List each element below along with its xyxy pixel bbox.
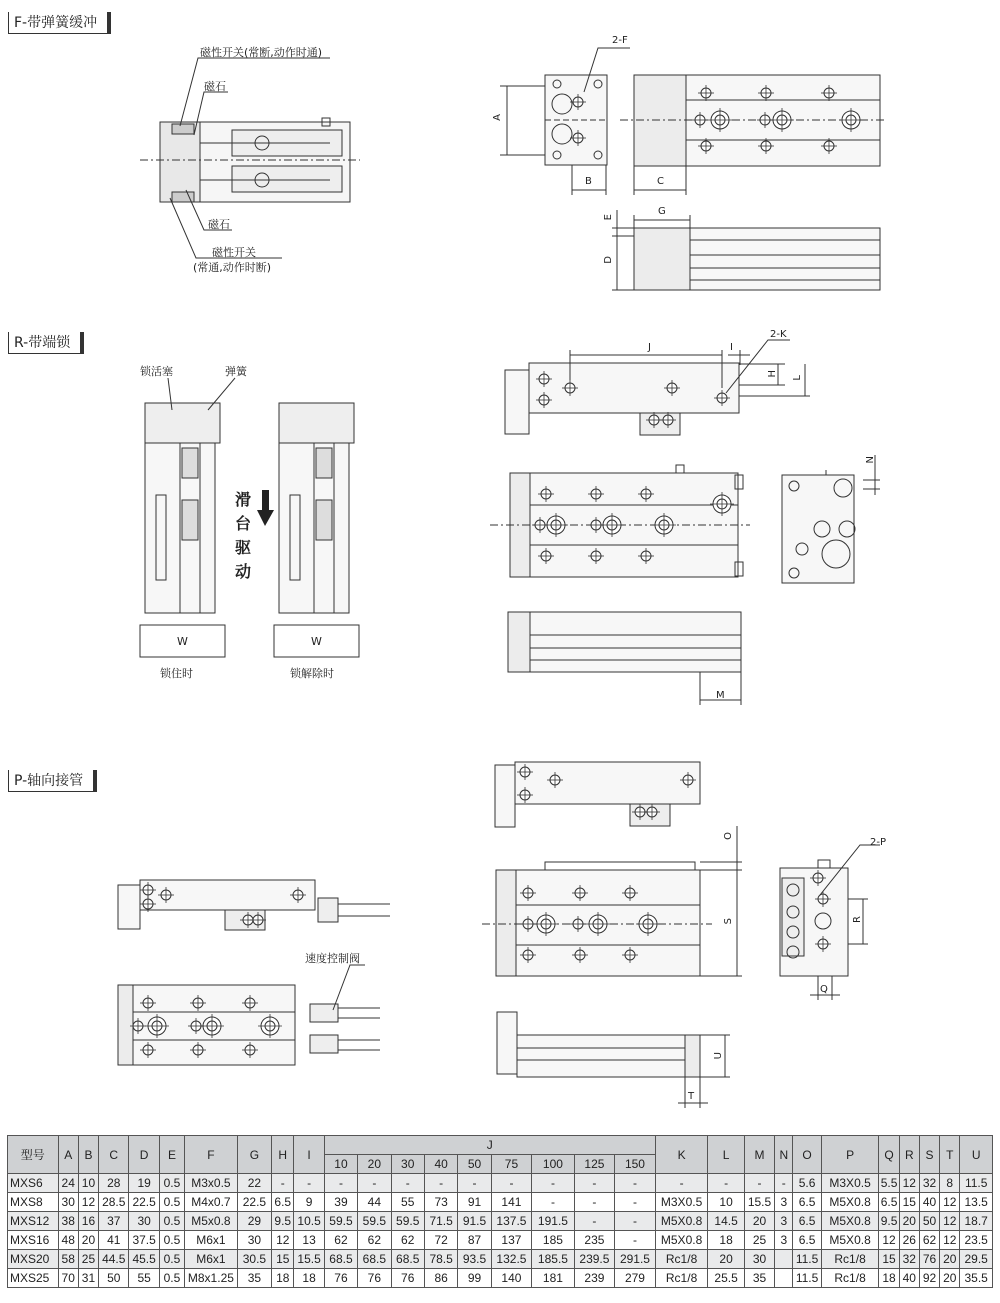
table-cell: M6x1	[185, 1250, 238, 1269]
table-cell: 99	[458, 1269, 491, 1288]
label-lock-piston: 锁活塞	[140, 365, 173, 378]
table-cell: M3X0.5	[655, 1193, 708, 1212]
label-drive-3: 驱	[234, 538, 251, 557]
table-cell: 55	[129, 1269, 159, 1288]
table-cell: 18	[879, 1269, 899, 1288]
table-cell: 185	[532, 1231, 575, 1250]
table-cell: 12	[940, 1231, 960, 1250]
model-cell: MXS8	[8, 1193, 59, 1212]
label-w-locked: W	[177, 635, 188, 648]
table-cell: 44	[358, 1193, 391, 1212]
table-cell: 50	[99, 1269, 129, 1288]
model-cell: MXS20	[8, 1250, 59, 1269]
r-unlocked-diagram	[274, 403, 359, 657]
table-header-j-cell: 100	[532, 1155, 575, 1174]
p-bottom-view	[497, 1012, 730, 1108]
model-cell: MXS16	[8, 1231, 59, 1250]
table-cell: 59.5	[324, 1212, 357, 1231]
table-cell: 25	[744, 1231, 774, 1250]
section-title-f: F-带弹簧缓冲	[8, 12, 111, 34]
table-cell: 41	[99, 1231, 129, 1250]
table-cell: 18	[272, 1269, 294, 1288]
label-magnet-bottom: 磁石	[208, 218, 230, 231]
table-cell	[775, 1250, 793, 1269]
table-row	[8, 1269, 993, 1288]
table-header-j-cell: 150	[615, 1155, 656, 1174]
label-magnet-top: 磁石	[204, 80, 226, 93]
table-cell: -	[532, 1193, 575, 1212]
table-cell: 137	[491, 1231, 531, 1250]
r-end-view	[782, 455, 880, 583]
table-cell: 40	[919, 1193, 939, 1212]
table-cell: M6x1	[185, 1231, 238, 1250]
table-cell: -	[574, 1174, 614, 1193]
table-cell: M5x0.8	[185, 1212, 238, 1231]
table-row	[8, 1193, 993, 1212]
table-cell: 35	[744, 1269, 774, 1288]
table-cell: -	[615, 1212, 656, 1231]
dim-2k: 2-K	[770, 329, 787, 340]
table-cell: 91.5	[458, 1212, 491, 1231]
table-cell: 18	[708, 1231, 744, 1250]
table-cell: 30	[744, 1250, 774, 1269]
table-header-cell: T	[940, 1136, 960, 1174]
table-cell: 18.7	[960, 1212, 993, 1231]
table-cell: 62	[391, 1231, 424, 1250]
table-cell: 25	[78, 1250, 98, 1269]
table-cell: -	[775, 1174, 793, 1193]
table-header-cell: E	[159, 1136, 184, 1174]
table-cell: Rc1/8	[655, 1250, 708, 1269]
label-unlocked: 锁解除时	[290, 667, 334, 680]
label-drive-4: 动	[234, 562, 251, 581]
table-cell: 20	[744, 1212, 774, 1231]
table-cell: -	[615, 1231, 656, 1250]
table-cell: -	[491, 1174, 531, 1193]
table-header-cell: J	[324, 1136, 655, 1155]
table-cell: 62	[324, 1231, 357, 1250]
table-cell: 22.5	[129, 1193, 159, 1212]
table-header-cell: B	[78, 1136, 98, 1174]
table-cell: 31	[78, 1269, 98, 1288]
table-cell: 9	[294, 1193, 324, 1212]
table-header-cell: S	[919, 1136, 939, 1174]
table-cell: 12	[899, 1174, 919, 1193]
table-header-cell: A	[58, 1136, 78, 1174]
table-cell: -	[272, 1174, 294, 1193]
table-cell: 15	[272, 1250, 294, 1269]
table-cell: 15.5	[744, 1193, 774, 1212]
f-side-view	[612, 210, 880, 290]
table-header-cell: I	[294, 1136, 324, 1174]
table-cell: M8x1.25	[185, 1269, 238, 1288]
table-cell: 10.5	[294, 1212, 324, 1231]
table-header-row	[8, 1136, 993, 1155]
r-side-view	[505, 340, 810, 435]
table-cell: 16	[78, 1212, 98, 1231]
dim-d: D	[603, 256, 614, 264]
table-cell: 91	[458, 1193, 491, 1212]
table-cell: 32	[899, 1250, 919, 1269]
table-cell: 48	[58, 1231, 78, 1250]
dim-o: O	[723, 832, 734, 840]
table-header-cell: R	[899, 1136, 919, 1174]
label-switch-bottom: 磁性开关	[212, 246, 256, 259]
table-cell: 68.5	[324, 1250, 357, 1269]
table-header-cell: F	[185, 1136, 238, 1174]
table-cell: 12	[272, 1231, 294, 1250]
table-row	[8, 1231, 993, 1250]
table-cell: 58	[58, 1250, 78, 1269]
table-cell: 14.5	[708, 1212, 744, 1231]
table-cell: -	[615, 1193, 656, 1212]
table-cell: 72	[424, 1231, 457, 1250]
table-cell: 38	[58, 1212, 78, 1231]
label-locked: 锁住时	[160, 667, 193, 680]
table-cell: 30	[129, 1212, 159, 1231]
table-header-cell: L	[708, 1136, 744, 1174]
dim-l: L	[792, 375, 803, 381]
table-cell: 6.5	[793, 1193, 821, 1212]
table-cell: 68.5	[358, 1250, 391, 1269]
table-cell: -	[708, 1174, 744, 1193]
dim-2p: 2-P	[870, 837, 887, 848]
dim-u: U	[713, 1052, 724, 1060]
table-header-j-cell: 10	[324, 1155, 357, 1174]
table-cell: 76	[324, 1269, 357, 1288]
table-row	[8, 1250, 993, 1269]
table-cell: 5.6	[793, 1174, 821, 1193]
dim-c: C	[657, 176, 664, 187]
section-title-r: R-带端锁	[8, 332, 84, 354]
dim-r: R	[852, 916, 863, 923]
table-row	[8, 1174, 993, 1193]
table-header-j-cell: 50	[458, 1155, 491, 1174]
table-cell: 78.5	[424, 1250, 457, 1269]
table-cell: M3X0.5	[821, 1174, 879, 1193]
table-cell: -	[655, 1174, 708, 1193]
table-cell: 11.5	[960, 1174, 993, 1193]
table-row	[8, 1212, 993, 1231]
table-cell: M5X0.8	[821, 1212, 879, 1231]
table-cell: 10	[708, 1193, 744, 1212]
dim-h: H	[767, 370, 778, 378]
label-w-unlocked: W	[311, 635, 322, 648]
table-cell: 71.5	[424, 1212, 457, 1231]
table-cell: 191.5	[532, 1212, 575, 1231]
table-cell: 22	[237, 1174, 271, 1193]
table-header-j-cell: 30	[391, 1155, 424, 1174]
table-cell: 35	[237, 1269, 271, 1288]
table-cell: 0.5	[159, 1269, 184, 1288]
table-cell: -	[324, 1174, 357, 1193]
table-cell: 76	[358, 1269, 391, 1288]
table-cell: 12	[940, 1193, 960, 1212]
label-spring: 弹簧	[225, 365, 247, 378]
table-cell: 6.5	[793, 1231, 821, 1250]
table-cell: 0.5	[159, 1231, 184, 1250]
table-header-j-cell: 20	[358, 1155, 391, 1174]
table-cell: 15.5	[294, 1250, 324, 1269]
table-cell: 15	[879, 1250, 899, 1269]
table-cell: 39	[324, 1193, 357, 1212]
table-cell: 22.5	[237, 1193, 271, 1212]
f-front-view	[500, 48, 630, 195]
table-cell: 45.5	[129, 1250, 159, 1269]
table-cell: M5X0.8	[821, 1231, 879, 1250]
table-cell: 73	[424, 1193, 457, 1212]
table-cell: M5X0.8	[655, 1212, 708, 1231]
table-cell: M4x0.7	[185, 1193, 238, 1212]
table-cell: -	[294, 1174, 324, 1193]
table-cell: Rc1/8	[821, 1250, 879, 1269]
table-cell: 6.5	[879, 1193, 899, 1212]
table-cell: 68.5	[391, 1250, 424, 1269]
drive-arrow	[257, 490, 274, 526]
dim-e: E	[603, 214, 614, 221]
table-header-cell: N	[775, 1136, 793, 1174]
table-cell: 70	[58, 1269, 78, 1288]
table-cell: 28	[99, 1174, 129, 1193]
dim-a: A	[492, 114, 503, 121]
table-header-j-cell: 75	[491, 1155, 531, 1174]
table-cell: 20	[78, 1231, 98, 1250]
table-cell: 37.5	[129, 1231, 159, 1250]
table-cell: 13.5	[960, 1193, 993, 1212]
table-cell: M3x0.5	[185, 1174, 238, 1193]
dim-q: Q	[820, 984, 828, 995]
table-cell: 20	[899, 1212, 919, 1231]
table-header-cell: D	[129, 1136, 159, 1174]
f-cross-section	[140, 118, 360, 202]
r-bottom-view	[508, 612, 741, 705]
table-cell: -	[458, 1174, 491, 1193]
table-cell: -	[744, 1174, 774, 1193]
table-cell: 235	[574, 1231, 614, 1250]
table-cell: Rc1/8	[821, 1269, 879, 1288]
dim-n: N	[865, 456, 876, 464]
table-cell: 5.5	[879, 1174, 899, 1193]
table-cell: 3	[775, 1231, 793, 1250]
label-drive-1: 滑	[234, 490, 251, 509]
table-cell: 76	[919, 1250, 939, 1269]
table-cell: -	[574, 1193, 614, 1212]
table-cell: -	[574, 1212, 614, 1231]
table-cell: 20	[708, 1250, 744, 1269]
table-cell: 30	[58, 1193, 78, 1212]
table-cell: Rc1/8	[655, 1269, 708, 1288]
table-cell: 29.5	[960, 1250, 993, 1269]
table-cell: 140	[491, 1269, 531, 1288]
p-top-view-right	[482, 826, 742, 976]
table-cell: 0.5	[159, 1212, 184, 1231]
table-cell: 23.5	[960, 1231, 993, 1250]
table-cell: 19	[129, 1174, 159, 1193]
dim-g: G	[658, 206, 666, 217]
table-header-cell: G	[237, 1136, 271, 1174]
table-cell: 0.5	[159, 1193, 184, 1212]
dim-s: S	[723, 918, 734, 925]
table-cell: 15	[899, 1193, 919, 1212]
table-cell: 29	[237, 1212, 271, 1231]
model-cell: MXS6	[8, 1174, 59, 1193]
table-cell: 9.5	[879, 1212, 899, 1231]
table-header-cell: Q	[879, 1136, 899, 1174]
spec-table	[7, 1135, 993, 1288]
table-header-cell: K	[655, 1136, 708, 1174]
table-cell: 20	[940, 1269, 960, 1288]
table-cell: 55	[391, 1193, 424, 1212]
table-cell: 24	[58, 1174, 78, 1193]
table-cell: 279	[615, 1269, 656, 1288]
table-cell: 12	[78, 1193, 98, 1212]
table-body	[8, 1174, 993, 1288]
table-cell: 20	[940, 1250, 960, 1269]
table-cell: 6.5	[793, 1212, 821, 1231]
table-cell: 59.5	[391, 1212, 424, 1231]
table-header-cell: 型号	[8, 1136, 59, 1174]
table-cell: 141	[491, 1193, 531, 1212]
p-end-view	[780, 845, 880, 1000]
p-side-view	[118, 880, 390, 930]
table-cell: 76	[391, 1269, 424, 1288]
table-cell: 10	[78, 1174, 98, 1193]
dim-m: M	[716, 690, 725, 701]
table-cell: 13	[294, 1231, 324, 1250]
table-cell: -	[424, 1174, 457, 1193]
table-cell: -	[532, 1174, 575, 1193]
p-side-view-right	[495, 762, 700, 827]
table-cell: 50	[919, 1212, 939, 1231]
dim-b: B	[585, 176, 592, 187]
table-header-cell: M	[744, 1136, 774, 1174]
table-cell: 62	[919, 1231, 939, 1250]
table-cell: 132.5	[491, 1250, 531, 1269]
table-cell: M5X0.8	[821, 1193, 879, 1212]
table-cell: 291.5	[615, 1250, 656, 1269]
table-header-cell: O	[793, 1136, 821, 1174]
table-cell: 11.5	[793, 1250, 821, 1269]
table-cell: 11.5	[793, 1269, 821, 1288]
table-cell: 30.5	[237, 1250, 271, 1269]
table-cell: 86	[424, 1269, 457, 1288]
table-cell: 62	[358, 1231, 391, 1250]
table-cell: M5X0.8	[655, 1231, 708, 1250]
dim-i: I	[730, 342, 733, 353]
table-cell: 25.5	[708, 1269, 744, 1288]
model-cell: MXS25	[8, 1269, 59, 1288]
table-header-j-cell: 125	[574, 1155, 614, 1174]
table-cell: 6.5	[272, 1193, 294, 1212]
table-cell	[775, 1269, 793, 1288]
table-cell: 12	[879, 1231, 899, 1250]
table-cell: 32	[919, 1174, 939, 1193]
table-cell: 137.5	[491, 1212, 531, 1231]
table-cell: 239	[574, 1269, 614, 1288]
table-cell: 30	[237, 1231, 271, 1250]
dim-t: T	[688, 1091, 695, 1102]
label-speed-valve: 速度控制阀	[305, 952, 360, 965]
table-cell: 59.5	[358, 1212, 391, 1231]
table-cell: 185.5	[532, 1250, 575, 1269]
table-cell: -	[391, 1174, 424, 1193]
table-cell: 8	[940, 1174, 960, 1193]
table-cell: 3	[775, 1212, 793, 1231]
table-header-cell: C	[99, 1136, 129, 1174]
table-cell: 239.5	[574, 1250, 614, 1269]
table-header-cell: H	[272, 1136, 294, 1174]
table-cell: 9.5	[272, 1212, 294, 1231]
table-cell: 181	[532, 1269, 575, 1288]
model-cell: MXS12	[8, 1212, 59, 1231]
table-header-cell: P	[821, 1136, 879, 1174]
table-cell: 35.5	[960, 1269, 993, 1288]
table-cell: -	[358, 1174, 391, 1193]
label-drive-2: 台	[234, 514, 251, 533]
p-top-left-view	[118, 965, 380, 1065]
table-cell: 28.5	[99, 1193, 129, 1212]
dim-2f: 2-F	[612, 35, 628, 46]
label-switch-bottom-note: (常通,动作时断)	[193, 261, 272, 274]
table-header-cell: U	[960, 1136, 993, 1174]
table-cell: 87	[458, 1231, 491, 1250]
table-cell: 44.5	[99, 1250, 129, 1269]
section-title-p: P-轴向接管	[8, 770, 97, 792]
table-cell: 40	[899, 1269, 919, 1288]
label-switch-top: 磁性开关(常断,动作时通)	[200, 46, 323, 59]
table-cell: -	[615, 1174, 656, 1193]
r-top-view	[490, 465, 750, 577]
table-cell: 12	[940, 1212, 960, 1231]
table-cell: 93.5	[458, 1250, 491, 1269]
table-cell: 37	[99, 1212, 129, 1231]
table-cell: 18	[294, 1269, 324, 1288]
table-cell: 0.5	[159, 1174, 184, 1193]
r-locked-diagram	[140, 378, 235, 657]
table-cell: 92	[919, 1269, 939, 1288]
dim-j: J	[648, 342, 651, 353]
table-cell: 0.5	[159, 1250, 184, 1269]
table-cell: 3	[775, 1193, 793, 1212]
table-header-j-cell: 40	[424, 1155, 457, 1174]
table-cell: 26	[899, 1231, 919, 1250]
